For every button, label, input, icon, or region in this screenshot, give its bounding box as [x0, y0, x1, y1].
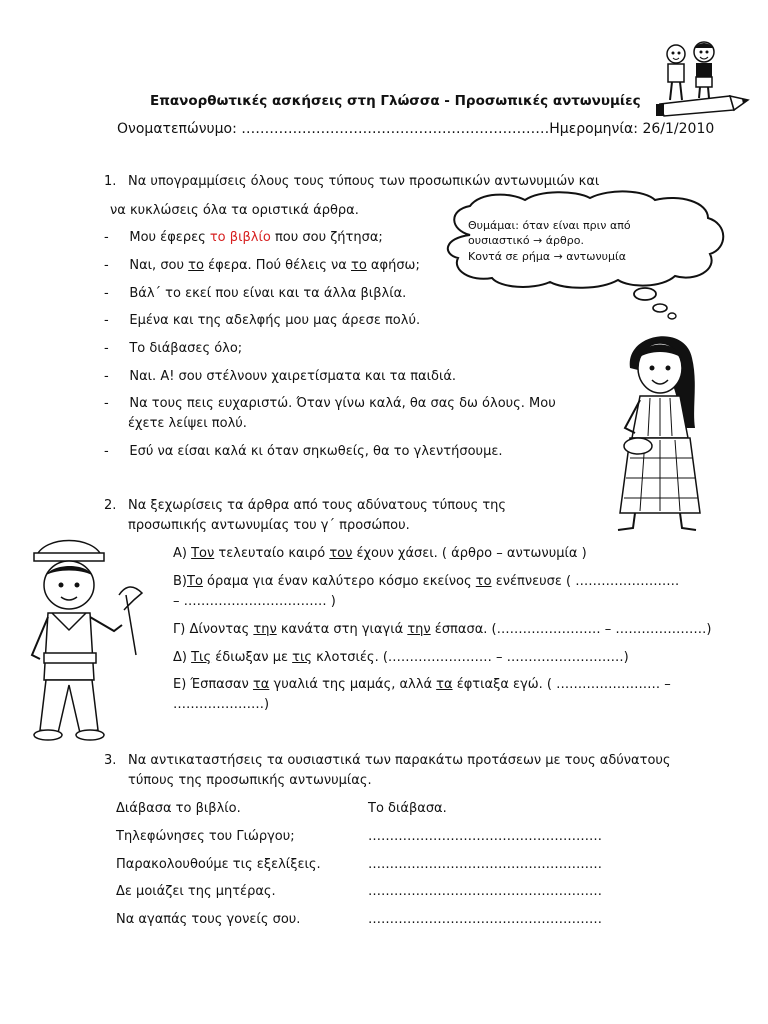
name-field[interactable]: …………………………………………………………: [241, 121, 550, 137]
ex1-number: 1.: [104, 174, 117, 189]
ex3-row-left: Τηλεφώνησες του Γιώργου;: [116, 829, 295, 844]
ex1-sentence-2: - Ναι, σου το έφερα. Πού θέλεις να το αφήσω;: [104, 258, 420, 273]
ex1-sentence-6: - Ναι. Α! σου στέλνουν χαιρετίσματα και τα παιδιά.: [104, 369, 457, 384]
ex1-sentence-3: - Βάλ΄ το εκεί που είναι και τα άλλα βιβλία.: [104, 286, 407, 301]
underlined-pronoun: το: [351, 258, 367, 273]
name-label: Ονοματεπώνυμο:: [117, 121, 237, 137]
bubble-line-3: Κοντά σε ρήμα → αντωνυμία: [468, 250, 626, 263]
underlined-word: τις: [292, 650, 312, 665]
ex1-sentence-1: - Μου έφερες το βιβλίο που σου ζήτησα;: [104, 230, 383, 245]
ex3-instruction-2: τύπους της προσωπικής αντωνυμίας.: [128, 773, 372, 788]
underlined-word: Τον: [191, 546, 215, 561]
underlined-word: τα: [436, 677, 453, 692]
ex2-item-a: Α) Τον τελευταίο καιρό τον έχουν χάσει. ( άρθρο – αντωνυμία ): [173, 546, 587, 561]
kids-on-pencil-illustration: [652, 40, 752, 120]
ex3-number: 3.: [104, 753, 117, 768]
ex1-instruction-2: να κυκλώσεις όλα τα οριστικά άρθρα.: [110, 203, 359, 218]
ex3-answer-blank[interactable]: ………………………………………………: [368, 884, 602, 899]
ex2-item-e-cont[interactable]: …………………): [173, 697, 270, 712]
date-label: Ημερομηνία:: [549, 121, 639, 137]
underlined-word: Τις: [191, 650, 212, 665]
bubble-line-2: ουσιαστικό → άρθρο.: [468, 234, 584, 247]
ex2-item-d: Δ) Τις έδιωξαν με τις κλοτσιές. (…………………… – ………………………): [173, 650, 629, 665]
ex1-sentence-7: - Να τους πεις ευχαριστώ. Όταν γίνω καλά, θα σας δω όλους. Μου: [104, 396, 556, 411]
highlight-article-noun: το βιβλίο: [209, 230, 271, 245]
ex3-answer-blank[interactable]: ………………………………………………: [368, 857, 602, 872]
underlined-pronoun: το: [188, 258, 204, 273]
ex2-number: 2.: [104, 498, 117, 513]
underlined-word: τον: [329, 546, 353, 561]
underlined-word: την: [253, 622, 277, 637]
page-title: Επανορθωτικές ασκήσεις στη Γλώσσα - Προσωπικές αντωνυμίες: [150, 93, 641, 109]
ex1-sentence-4: - Εμένα και της αδελφής μου μας άρεσε πολύ.: [104, 313, 421, 328]
date-value: 26/1/2010: [642, 121, 715, 137]
ex1-instruction-1: Να υπογραμμίσεις όλους τους τύπους των προσωπικών αντωνυμιών και: [128, 174, 600, 189]
underlined-word: την: [407, 622, 431, 637]
ex3-row-left: Παρακολουθούμε τις εξελίξεις.: [116, 857, 321, 872]
underlined-word: τα: [252, 677, 270, 692]
ex2-instruction-2: προσωπικής αντωνυμίας του γ΄ προσώπου.: [128, 518, 410, 533]
ex2-item-b-cont[interactable]: – …………………………… ): [173, 594, 336, 609]
ex2-item-c: Γ) Δίνοντας την κανάτα στη γιαγιά την έσπασα. (…………………… – …………………): [173, 622, 712, 637]
ex1-sentence-5: - Το διάβασες όλο;: [104, 341, 243, 356]
bubble-line-1: Θυμάμαι: όταν είναι πριν από: [468, 219, 631, 232]
ex3-answer-blank[interactable]: ………………………………………………: [368, 829, 602, 844]
ex2-instruction-1: Να ξεχωρίσεις τα άρθρα από τους αδύνατους τύπους της: [128, 498, 507, 513]
girl-illustration: [600, 328, 720, 538]
underlined-word: Το: [187, 574, 203, 589]
ex3-row-answer: Το διάβασα.: [368, 801, 447, 816]
name-date-line: [117, 121, 714, 137]
ex1-sentence-7-cont: έχετε λείψει πολύ.: [128, 416, 247, 431]
ex1-sentence-8: - Εσύ να είσαι καλά κι όταν σηκωθείς, θα το γλεντήσουμε.: [104, 444, 503, 459]
underlined-word: το: [475, 574, 492, 589]
ex3-answer-blank[interactable]: ………………………………………………: [368, 912, 602, 927]
ex3-row-left: Δε μοιάζει της μητέρας.: [116, 884, 276, 899]
ex3-row-left: Να αγαπάς τους γονείς σου.: [116, 912, 301, 927]
sailor-boy-illustration: [14, 535, 154, 745]
ex2-item-e: Ε) Έσπασαν τα γυαλιά της μαμάς, αλλά τα έφτιαξα εγώ. ( …………………… –: [173, 677, 671, 692]
ex3-row-left: Διάβασα το βιβλίο.: [116, 801, 241, 816]
ex2-item-b: Β)Το όραμα για έναν καλύτερο κόσμο εκείνος το ενέπνευσε ( ……………………: [173, 574, 680, 589]
ex3-instruction-1: Να αντικαταστήσεις τα ουσιαστικά των παρακάτω προτάσεων με τους αδύνατους: [128, 753, 671, 768]
